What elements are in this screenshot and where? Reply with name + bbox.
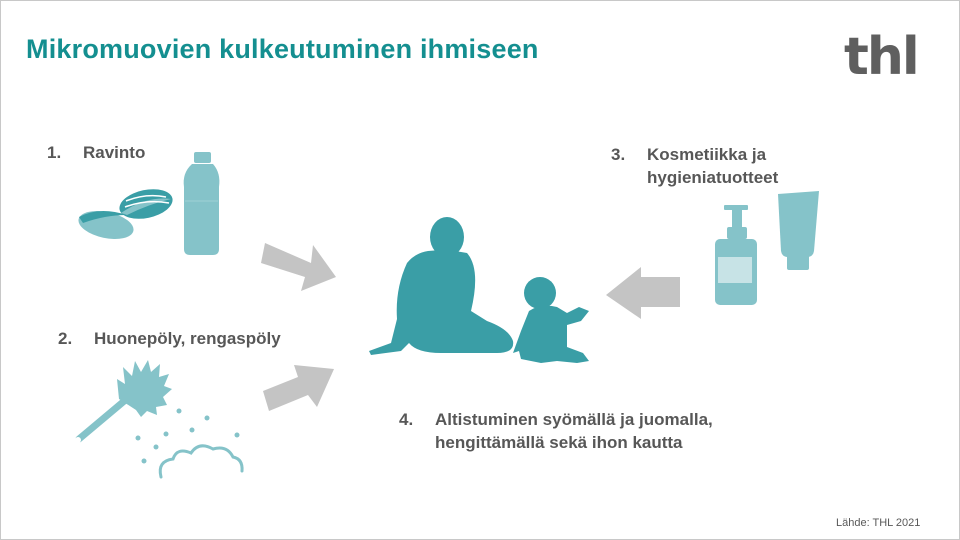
diagram-art: [1, 1, 959, 539]
item-4-text-line1: Altistuminen syömällä ja juomalla,: [435, 410, 713, 429]
adult-sitting-figure-icon: [369, 217, 513, 355]
item-2-text: Huonepöly, rengaspöly: [94, 329, 281, 348]
item-3-number: 3.: [611, 145, 626, 164]
duster-icon: [75, 360, 172, 443]
item-4-number: 4.: [399, 410, 414, 429]
item-3-text-line1: Kosmetiikka ja: [647, 145, 767, 164]
thl-logo: thl: [844, 27, 918, 87]
item-1-text: Ravinto: [83, 143, 146, 162]
arrow-from-food: [261, 243, 336, 291]
arrow-from-dust: [263, 365, 334, 411]
item-2-number: 2.: [58, 329, 73, 348]
mussel-icon: [76, 185, 175, 244]
pump-bottle-icon: [715, 205, 757, 305]
arrow-from-cosmetics: [606, 267, 680, 319]
source-note: Lähde: THL 2021: [836, 517, 921, 529]
dust-cloud-icon: [160, 446, 242, 477]
cream-tube-icon: [778, 191, 819, 270]
item-3-text-line2: hygieniatuotteet: [647, 168, 779, 187]
slide-title: Mikromuovien kulkeutuminen ihmiseen: [26, 34, 539, 64]
dust-particles-icon: [136, 409, 240, 464]
item-1-number: 1.: [47, 143, 62, 162]
bottle-icon: [184, 152, 220, 255]
baby-sitting-figure-icon: [513, 277, 589, 363]
item-4-text-line2: hengittämällä sekä ihon kautta: [435, 433, 683, 452]
